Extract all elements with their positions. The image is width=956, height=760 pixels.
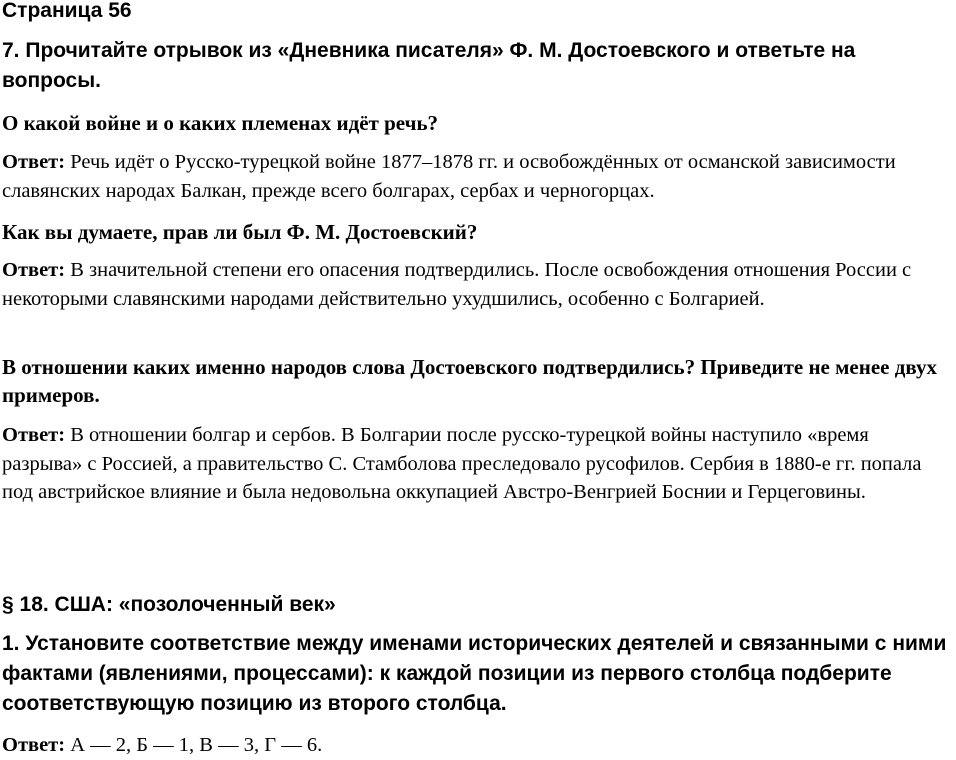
answer-label: Ответ: [2, 734, 66, 756]
answer-text: Речь идёт о Русско-турецкой войне 1877–1878 гг. и освобождённых от османской зависимости славянских народах Балкан, прежде всего болгарах, сербах и черногорцах. [2, 151, 896, 202]
task-7-answer-2 [2, 256, 954, 313]
section-18-task-1-heading: 1. Установите соответствие между именами исторических деятелей и связанными с ними фактами (явлениями, процессами): к каждой позиции из первого столбца подберите соответствующую позицию из второго столбца. [2, 632, 947, 715]
section-18-task-1-answer [2, 731, 954, 760]
answer-text: В отношении болгар и сербов. В Болгарии после русско-турецкой войны наступило «время разрыва» с Россией, а правительство С. Стамболова преследовало русофилов. Сербия в 1880-е гг. попала под австрийское влияние и была недовольна оккупацией Австро-Венгрией Боснии и Герцеговины. [2, 424, 922, 503]
answer-text: В значительной степени его опасения подтвердились. После освобождения отношения России с некоторыми славянскими народами действительно ухудшились, особенно с Болгарией. [2, 259, 912, 310]
answer-label: Ответ: [2, 151, 66, 173]
section-18-title: § 18. США: «позолоченный век» [2, 593, 336, 616]
page-number: Страница 56 [2, 0, 132, 22]
answer-text: А — 2, Б — 1, В — 3, Г — 6. [65, 734, 323, 756]
answer-label: Ответ: [2, 424, 66, 446]
task-7-answer-1 [2, 148, 954, 205]
task-7-heading: 7. Прочитайте отрывок из «Дневника писателя» Ф. М. Достоевского и ответьте на вопросы. [2, 39, 856, 92]
task-7-answer-3 [2, 421, 954, 507]
task-7-question-1: О какой войне и о каких племенах идёт речь? [2, 111, 439, 135]
task-7-question-2: Как вы думаете, прав ли был Ф. М. Достоевский? [2, 220, 478, 244]
answer-label: Ответ: [2, 259, 66, 281]
task-7-question-3: В отношении каких именно народов слова Достоевского подтвердились? Приведите не менее двух примеров. [2, 355, 937, 407]
